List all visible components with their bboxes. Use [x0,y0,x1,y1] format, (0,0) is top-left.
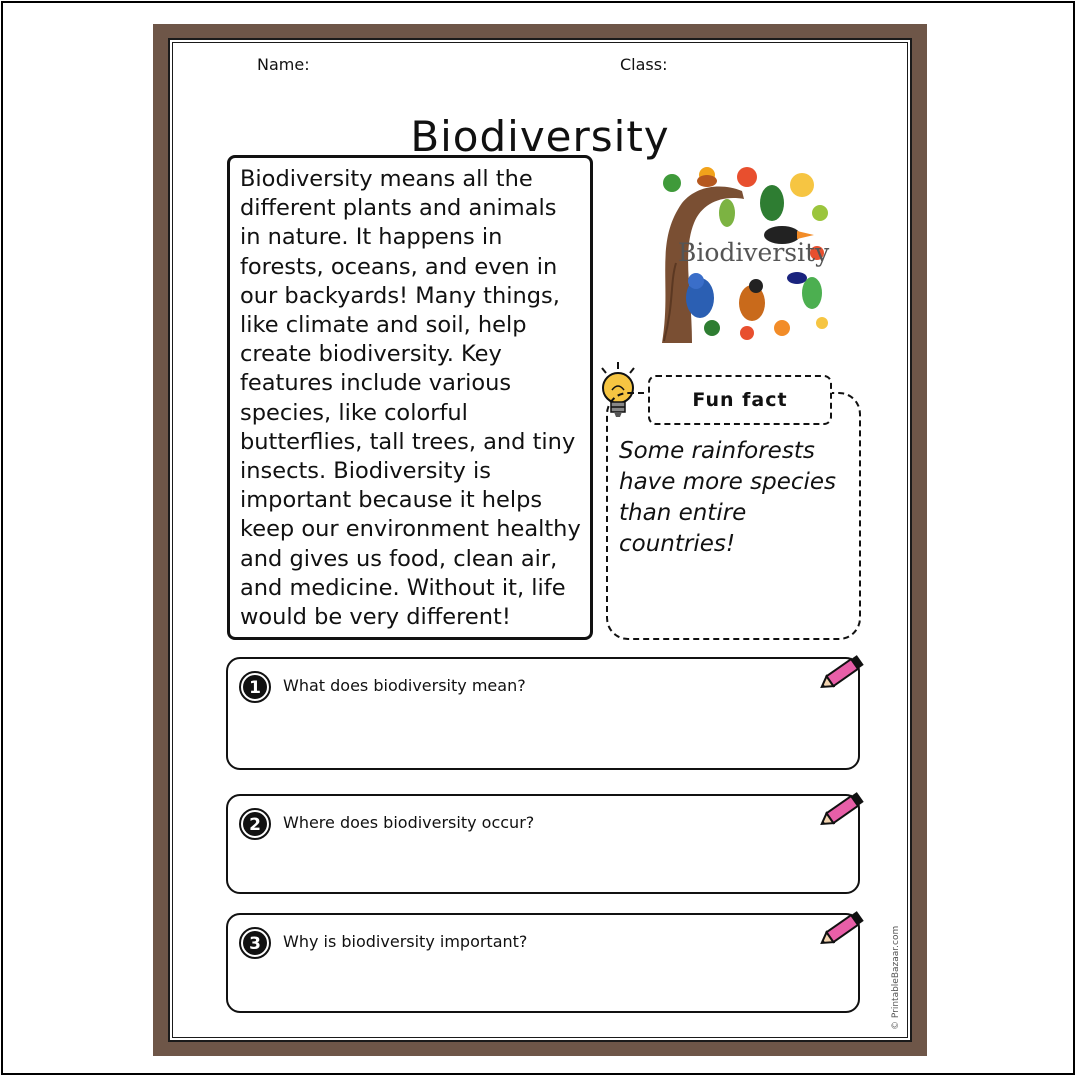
name-label: Name: [257,55,310,74]
question-text: Why is biodiversity important? [283,932,528,951]
number-2-badge [239,808,271,840]
svg-text:1: 1 [249,678,261,698]
passage-box [227,155,593,640]
number-3-badge [239,927,271,959]
pencil-icon [816,788,868,834]
svg-text:3: 3 [249,934,261,954]
fun-fact-text: Some rainforests have more species than entire countries! [619,438,837,557]
svg-text:2: 2 [249,815,261,835]
question-text: What does biodiversity mean? [283,676,526,695]
number-1-badge [239,671,271,703]
biodiversity-illustration [652,163,832,345]
pencil-icon [816,651,868,697]
pencil-icon [816,907,868,953]
illustration-label: Biodiversity [678,238,830,267]
page-title: Biodiversity [410,112,670,162]
question-box-3[interactable] [226,913,860,1013]
fun-fact-heading: Fun fact [648,375,832,425]
question-box-1[interactable] [226,657,860,770]
watermark: © PrintableBazaar.com [891,925,901,1030]
passage-text: Biodiversity means all the different plants and animals in nature. It happens in forests, oceans, and even in our backyards! Many things, like climate and soil, help create biodiversity. Key features include various species, like colorful butterflies, tall trees, and tiny insects. Biodiversity is important because it helps keep our environment healthy and gives us food, clean air, and medicine. Without it, life would be very different! [240,166,581,631]
question-text: Where does biodiversity occur? [283,813,535,832]
class-label: Class: [620,55,668,74]
question-box-2[interactable] [226,794,860,894]
